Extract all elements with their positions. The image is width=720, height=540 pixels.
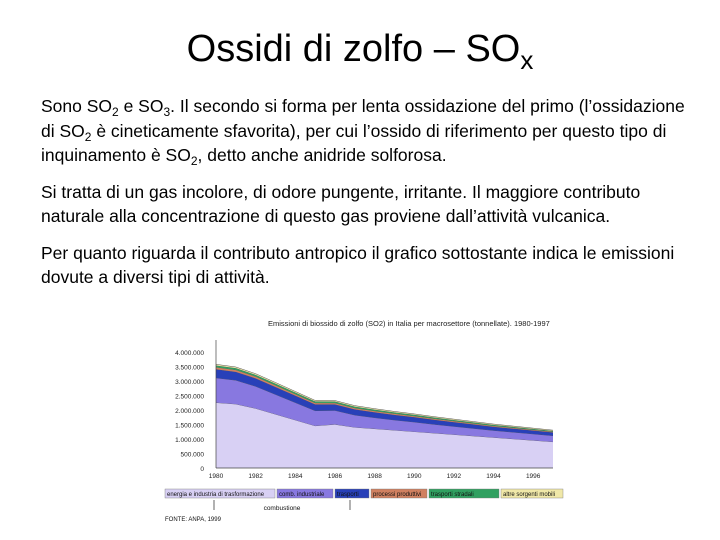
legend-label: comb. industriale bbox=[279, 492, 325, 498]
paragraph-1: Sono $SO_2$ e $SO_3$. Il secondo si forma per lenta ossidazione del primo (l’ossidazione di $SO_2$ è cineticamente sfavorita), per cui l’ossido di riferimento per questo tipo di inquinamento è $SO_2$, detto anche anidride solforosa. bbox=[41, 96, 685, 168]
title-text: Ossidi di zolfo – SO bbox=[186, 28, 521, 70]
x-tick-label: 1988 bbox=[367, 473, 382, 480]
legend-label: trasporti stradali bbox=[431, 492, 474, 498]
x-tick-label: 1990 bbox=[407, 473, 422, 480]
emissions-chart bbox=[148, 312, 568, 530]
chart-title: Emissioni di biossido di zolfo (SO2) in Italia per macrosettore (tonnellate). 1980-1997 bbox=[268, 319, 550, 328]
y-tick-label: 3.000.000 bbox=[175, 378, 204, 386]
y-tick-label: 0 bbox=[200, 466, 204, 473]
group-label: combustione bbox=[263, 505, 301, 512]
y-tick-label: 500.000 bbox=[180, 451, 204, 459]
x-tick-label: 1994 bbox=[486, 473, 501, 480]
paragraph-2: Si tratta di un gas incolore, di odore pungente, irritante. Il maggiore contributo naturale alla concentrazione di questo gas proviene dall’attività vulcanica. bbox=[41, 181, 641, 226]
x-tick-label: 1984 bbox=[288, 473, 303, 480]
x-tick-label: 1996 bbox=[525, 473, 541, 480]
y-tick-label: 2.500.000 bbox=[175, 393, 204, 401]
legend-label: processi produttivi bbox=[373, 492, 422, 498]
y-tick-label: 4.000.000 bbox=[175, 349, 204, 357]
slide-title bbox=[0, 26, 720, 75]
chart-source: FONTE: ANPA, 1999 bbox=[165, 517, 221, 523]
y-tick-label: 1.000.000 bbox=[175, 436, 204, 444]
x-tick-label: 1980 bbox=[208, 473, 224, 480]
legend-label: energia e industria di trasformazione bbox=[167, 492, 265, 498]
x-tick-label: 1982 bbox=[248, 473, 263, 480]
x-tick-label: 1992 bbox=[446, 473, 462, 480]
y-tick-label: 1.500.000 bbox=[175, 422, 204, 430]
legend-label: altre sorgenti mobili bbox=[503, 492, 556, 498]
slide-body bbox=[41, 94, 691, 302]
y-tick-label: 2.000.000 bbox=[175, 407, 204, 415]
legend-label: trasporti bbox=[337, 492, 359, 498]
paragraph-3: Per quanto riguarda il contributo antropico il grafico sottostante indica le emissioni dovute a diversi tipi di attività. bbox=[41, 242, 675, 287]
x-tick-label: 1986 bbox=[327, 473, 343, 480]
title-subscript: x bbox=[520, 45, 534, 75]
y-tick-label: 3.500.000 bbox=[175, 364, 204, 372]
